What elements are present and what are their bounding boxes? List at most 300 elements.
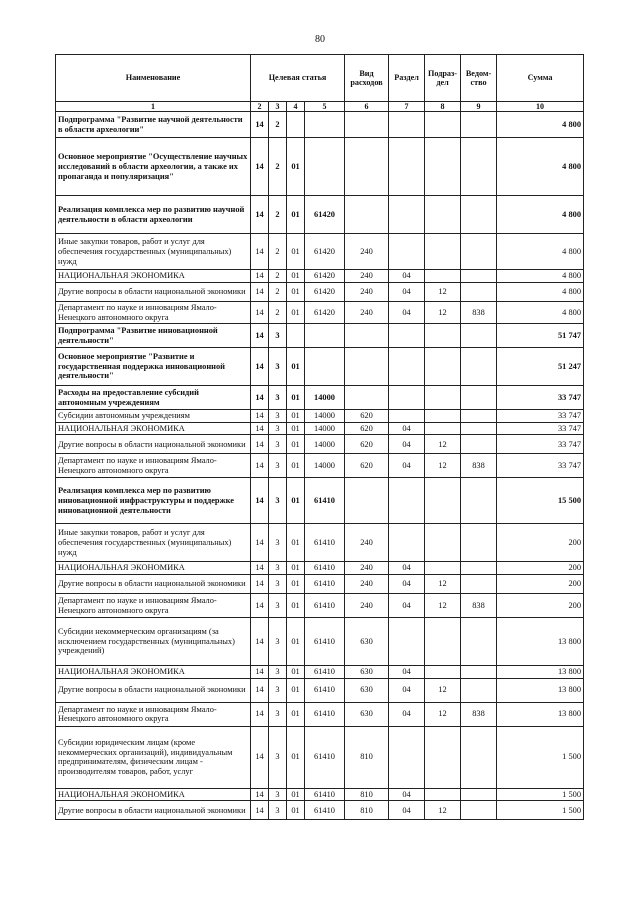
vedomstvo [461,666,497,679]
col-number: 9 [461,102,497,112]
vedomstvo [461,435,497,454]
target-code-2: 3 [269,348,287,386]
target-code-2: 3 [269,666,287,679]
razdel [389,324,425,348]
podrazdel [425,138,461,196]
vid-rashodov: 630 [345,678,389,702]
target-code-3: 01 [287,678,305,702]
vedomstvo: 838 [461,702,497,726]
row-name: Другие вопросы в области национальной экономики [56,575,251,594]
summa: 4 800 [497,112,584,138]
target-code-2: 2 [269,282,287,301]
vid-rashodov: 240 [345,562,389,575]
table-row [56,524,584,562]
summa: 4 800 [497,282,584,301]
target-code-1: 14 [251,788,269,801]
vid-rashodov: 630 [345,666,389,679]
podrazdel [425,112,461,138]
col-number: 10 [497,102,584,112]
summa: 33 747 [497,435,584,454]
vid-rashodov [345,324,389,348]
target-code-3: 01 [287,410,305,423]
target-code-2: 3 [269,562,287,575]
target-code-3: 01 [287,138,305,196]
summa: 13 800 [497,702,584,726]
target-code-3: 01 [287,666,305,679]
table-row [56,301,584,323]
target-code-2: 3 [269,478,287,524]
target-code-4 [305,112,345,138]
target-code-4: 61410 [305,524,345,562]
vid-rashodov [345,348,389,386]
podrazdel [425,666,461,679]
page-number: 80 [315,34,325,45]
target-code-3: 01 [287,801,305,820]
table-row [56,801,584,820]
razdel: 04 [389,282,425,301]
vid-rashodov: 240 [345,270,389,283]
razdel: 04 [389,594,425,618]
vedomstvo [461,618,497,666]
podrazdel [425,788,461,801]
header-name: Наименование [56,55,251,102]
vedomstvo [461,270,497,283]
podrazdel: 12 [425,435,461,454]
summa: 33 747 [497,422,584,435]
podrazdel [425,478,461,524]
vid-rashodov: 240 [345,282,389,301]
table-row [56,410,584,423]
target-code-4: 61410 [305,678,345,702]
vedomstvo [461,422,497,435]
target-code-2: 3 [269,324,287,348]
target-code-4 [305,324,345,348]
table-row [56,270,584,283]
row-name: НАЦИОНАЛЬНАЯ ЭКОНОМИКА [56,788,251,801]
table-row [56,282,584,301]
summa: 4 800 [497,301,584,323]
target-code-1: 14 [251,348,269,386]
row-name: НАЦИОНАЛЬНАЯ ЭКОНОМИКА [56,422,251,435]
target-code-3: 01 [287,270,305,283]
target-code-2: 3 [269,702,287,726]
target-code-1: 14 [251,594,269,618]
target-code-2: 3 [269,726,287,788]
summa: 4 800 [497,138,584,196]
razdel [389,234,425,270]
col-number: 3 [269,102,287,112]
target-code-2: 2 [269,138,287,196]
col-number: 8 [425,102,461,112]
target-code-3: 01 [287,386,305,410]
target-code-2: 2 [269,234,287,270]
target-code-1: 14 [251,454,269,478]
target-code-4: 14000 [305,410,345,423]
target-code-2: 3 [269,524,287,562]
header-target: Целевая статья [251,55,345,102]
target-code-4: 61410 [305,788,345,801]
row-name: Иные закупки товаров, работ и услуг для обеспечения государственных (муниципальных) нужд [56,234,251,270]
summa: 1 500 [497,801,584,820]
row-name: Департамент по науке и инновациям Ямало-Ненецкого автономного округа [56,301,251,323]
razdel: 04 [389,666,425,679]
vedomstvo [461,410,497,423]
budget-table [55,54,584,820]
razdel [389,410,425,423]
target-code-3: 01 [287,575,305,594]
target-code-3: 01 [287,301,305,323]
vid-rashodov: 630 [345,702,389,726]
vid-rashodov: 810 [345,788,389,801]
razdel: 04 [389,702,425,726]
target-code-3: 01 [287,422,305,435]
target-code-4: 61420 [305,270,345,283]
razdel: 04 [389,301,425,323]
target-code-1: 14 [251,234,269,270]
row-name: Другие вопросы в области национальной экономики [56,435,251,454]
target-code-3: 01 [287,454,305,478]
target-code-1: 14 [251,478,269,524]
razdel: 04 [389,678,425,702]
row-name: НАЦИОНАЛЬНАЯ ЭКОНОМИКА [56,270,251,283]
table-row [56,435,584,454]
target-code-1: 14 [251,562,269,575]
summa: 200 [497,562,584,575]
row-name: Другие вопросы в области национальной экономики [56,282,251,301]
row-name: Реализация комплекса мер по развитию научной деятельности в области археологии [56,196,251,234]
col-number: 4 [287,102,305,112]
target-code-1: 14 [251,270,269,283]
vid-rashodov: 240 [345,234,389,270]
target-code-3: 01 [287,234,305,270]
target-code-1: 14 [251,666,269,679]
vid-rashodov [345,138,389,196]
target-code-3: 01 [287,435,305,454]
summa: 15 500 [497,478,584,524]
table-row [56,386,584,410]
target-code-1: 14 [251,524,269,562]
podrazdel [425,726,461,788]
table-row [56,594,584,618]
table-row [56,618,584,666]
row-name: НАЦИОНАЛЬНАЯ ЭКОНОМИКА [56,562,251,575]
podrazdel: 12 [425,301,461,323]
target-code-4: 14000 [305,454,345,478]
table-row [56,678,584,702]
col-number: 5 [305,102,345,112]
vid-rashodov [345,196,389,234]
row-name: Иные закупки товаров, работ и услуг для обеспечения государственных (муниципальных) нужд [56,524,251,562]
target-code-4: 61410 [305,562,345,575]
summa: 1 500 [497,788,584,801]
razdel: 04 [389,422,425,435]
summa: 4 800 [497,196,584,234]
row-name: Субсидии юридическим лицам (кроме некоммерческих организаций), индивидуальным предпринимателям, физическим лицам - производителям товаров, работ, услуг [56,726,251,788]
table-row [56,702,584,726]
summa: 200 [497,594,584,618]
target-code-4: 14000 [305,435,345,454]
table-row [56,234,584,270]
target-code-3: 01 [287,726,305,788]
podrazdel [425,524,461,562]
summa: 51 247 [497,348,584,386]
target-code-2: 2 [269,112,287,138]
razdel [389,386,425,410]
table-row [56,112,584,138]
target-code-2: 3 [269,422,287,435]
vid-rashodov [345,386,389,410]
podrazdel [425,422,461,435]
razdel: 04 [389,562,425,575]
vedomstvo [461,788,497,801]
vedomstvo [461,678,497,702]
target-code-1: 14 [251,702,269,726]
target-code-1: 14 [251,618,269,666]
row-name: Другие вопросы в области национальной экономики [56,801,251,820]
target-code-1: 14 [251,801,269,820]
vid-rashodov: 620 [345,454,389,478]
vedomstvo [461,324,497,348]
target-code-2: 3 [269,788,287,801]
row-name: Основное мероприятие "Осуществление научных исследований в области археологии, а также их пропаганда и популяризация" [56,138,251,196]
target-code-2: 2 [269,196,287,234]
vid-rashodov: 620 [345,422,389,435]
col-number: 6 [345,102,389,112]
target-code-2: 3 [269,801,287,820]
row-name: Подпрограмма "Развитие научной деятельности в области археологии" [56,112,251,138]
table-row [56,138,584,196]
razdel: 04 [389,801,425,820]
summa: 13 800 [497,678,584,702]
row-name: Подпрограмма "Развитие инновационной деятельности" [56,324,251,348]
target-code-3: 01 [287,478,305,524]
summa: 13 800 [497,666,584,679]
podrazdel: 12 [425,575,461,594]
table-row [56,562,584,575]
podrazdel: 12 [425,454,461,478]
table-body [56,112,584,820]
target-code-2: 2 [269,270,287,283]
target-code-4: 61410 [305,726,345,788]
target-code-3: 01 [287,524,305,562]
header-podrazdel: Подраз-дел [425,55,461,102]
vid-rashodov [345,112,389,138]
target-code-1: 14 [251,575,269,594]
target-code-4: 61410 [305,594,345,618]
column-numbers-row [56,102,584,112]
podrazdel [425,324,461,348]
target-code-1: 14 [251,112,269,138]
target-code-3: 01 [287,594,305,618]
vedomstvo: 838 [461,454,497,478]
vid-rashodov: 620 [345,410,389,423]
vid-rashodov [345,478,389,524]
podrazdel [425,348,461,386]
target-code-4: 61410 [305,478,345,524]
summa: 33 747 [497,386,584,410]
row-name: Субсидии некоммерческим организациям (за исключением государственных (муниципальных) учреждений) [56,618,251,666]
target-code-4 [305,138,345,196]
target-code-4 [305,348,345,386]
target-code-2: 3 [269,618,287,666]
razdel: 04 [389,575,425,594]
vedomstvo [461,801,497,820]
razdel [389,524,425,562]
summa: 4 800 [497,270,584,283]
header-vid: Вид расходов [345,55,389,102]
col-number: 7 [389,102,425,112]
vid-rashodov: 240 [345,594,389,618]
podrazdel [425,270,461,283]
target-code-3 [287,112,305,138]
target-code-4: 61420 [305,282,345,301]
table-row [56,196,584,234]
target-code-2: 3 [269,410,287,423]
target-code-4: 61420 [305,301,345,323]
target-code-1: 14 [251,301,269,323]
target-code-2: 3 [269,678,287,702]
podrazdel [425,196,461,234]
razdel [389,138,425,196]
razdel: 04 [389,435,425,454]
razdel [389,726,425,788]
header-summa: Сумма [497,55,584,102]
podrazdel [425,410,461,423]
summa: 1 500 [497,726,584,788]
vid-rashodov: 810 [345,801,389,820]
col-number: 2 [251,102,269,112]
podrazdel: 12 [425,801,461,820]
target-code-1: 14 [251,196,269,234]
target-code-1: 14 [251,386,269,410]
summa: 200 [497,575,584,594]
target-code-4: 61410 [305,702,345,726]
vedomstvo [461,478,497,524]
vid-rashodov: 240 [345,524,389,562]
vid-rashodov: 630 [345,618,389,666]
razdel: 04 [389,788,425,801]
target-code-3 [287,324,305,348]
target-code-4: 61420 [305,234,345,270]
razdel [389,196,425,234]
razdel: 04 [389,270,425,283]
col-number: 1 [56,102,251,112]
target-code-4: 61410 [305,575,345,594]
target-code-4: 61410 [305,666,345,679]
vid-rashodov: 620 [345,435,389,454]
row-name: Другие вопросы в области национальной экономики [56,678,251,702]
target-code-1: 14 [251,138,269,196]
podrazdel [425,618,461,666]
row-name: Расходы на предоставление субсидий автономным учреждениям [56,386,251,410]
vedomstvo [461,112,497,138]
vid-rashodov: 240 [345,301,389,323]
target-code-2: 3 [269,575,287,594]
target-code-4: 61410 [305,801,345,820]
vedomstvo [461,138,497,196]
row-name: Департамент по науке и инновациям Ямало-Ненецкого автономного округа [56,594,251,618]
table-row [56,575,584,594]
target-code-4: 61410 [305,618,345,666]
table-row [56,348,584,386]
razdel: 04 [389,454,425,478]
summa: 200 [497,524,584,562]
vedomstvo [461,562,497,575]
target-code-1: 14 [251,282,269,301]
row-name: Реализация комплекса мер по развитию инновационной инфраструктуры и поддержке инновационной деятельности [56,478,251,524]
vedomstvo [461,726,497,788]
vedomstvo [461,196,497,234]
vid-rashodov: 810 [345,726,389,788]
target-code-4: 14000 [305,422,345,435]
table-row [56,726,584,788]
table-row [56,422,584,435]
podrazdel [425,562,461,575]
row-name: Департамент по науке и инновациям Ямало-Ненецкого автономного округа [56,454,251,478]
row-name: Основное мероприятие "Развитие и государственная поддержка инновационной деятельности" [56,348,251,386]
summa: 13 800 [497,618,584,666]
target-code-3: 01 [287,348,305,386]
table-row [56,454,584,478]
header-razdel: Раздел [389,55,425,102]
podrazdel: 12 [425,678,461,702]
target-code-3: 01 [287,282,305,301]
target-code-1: 14 [251,324,269,348]
vedomstvo [461,386,497,410]
summa: 51 747 [497,324,584,348]
target-code-2: 3 [269,594,287,618]
table-row [56,788,584,801]
target-code-1: 14 [251,435,269,454]
vedomstvo [461,575,497,594]
target-code-3: 01 [287,618,305,666]
table-row [56,666,584,679]
podrazdel [425,234,461,270]
target-code-4: 14000 [305,386,345,410]
table-row [56,324,584,348]
target-code-1: 14 [251,726,269,788]
summa: 33 747 [497,454,584,478]
vid-rashodov: 240 [345,575,389,594]
razdel [389,478,425,524]
podrazdel: 12 [425,594,461,618]
razdel [389,112,425,138]
target-code-4: 61420 [305,196,345,234]
target-code-2: 3 [269,454,287,478]
row-name: НАЦИОНАЛЬНАЯ ЭКОНОМИКА [56,666,251,679]
vedomstvo: 838 [461,301,497,323]
summa: 4 800 [497,234,584,270]
target-code-3: 01 [287,562,305,575]
vedomstvo [461,234,497,270]
table-row [56,478,584,524]
summa: 33 747 [497,410,584,423]
vedomstvo: 838 [461,594,497,618]
row-name: Департамент по науке и инновациям Ямало-Ненецкого автономного округа [56,702,251,726]
target-code-3: 01 [287,702,305,726]
vedomstvo [461,524,497,562]
podrazdel [425,386,461,410]
row-name: Субсидии автономным учреждениям [56,410,251,423]
vedomstvo [461,282,497,301]
razdel [389,348,425,386]
target-code-1: 14 [251,422,269,435]
target-code-2: 2 [269,301,287,323]
target-code-3: 01 [287,196,305,234]
podrazdel: 12 [425,282,461,301]
header-row [56,55,584,102]
razdel [389,618,425,666]
